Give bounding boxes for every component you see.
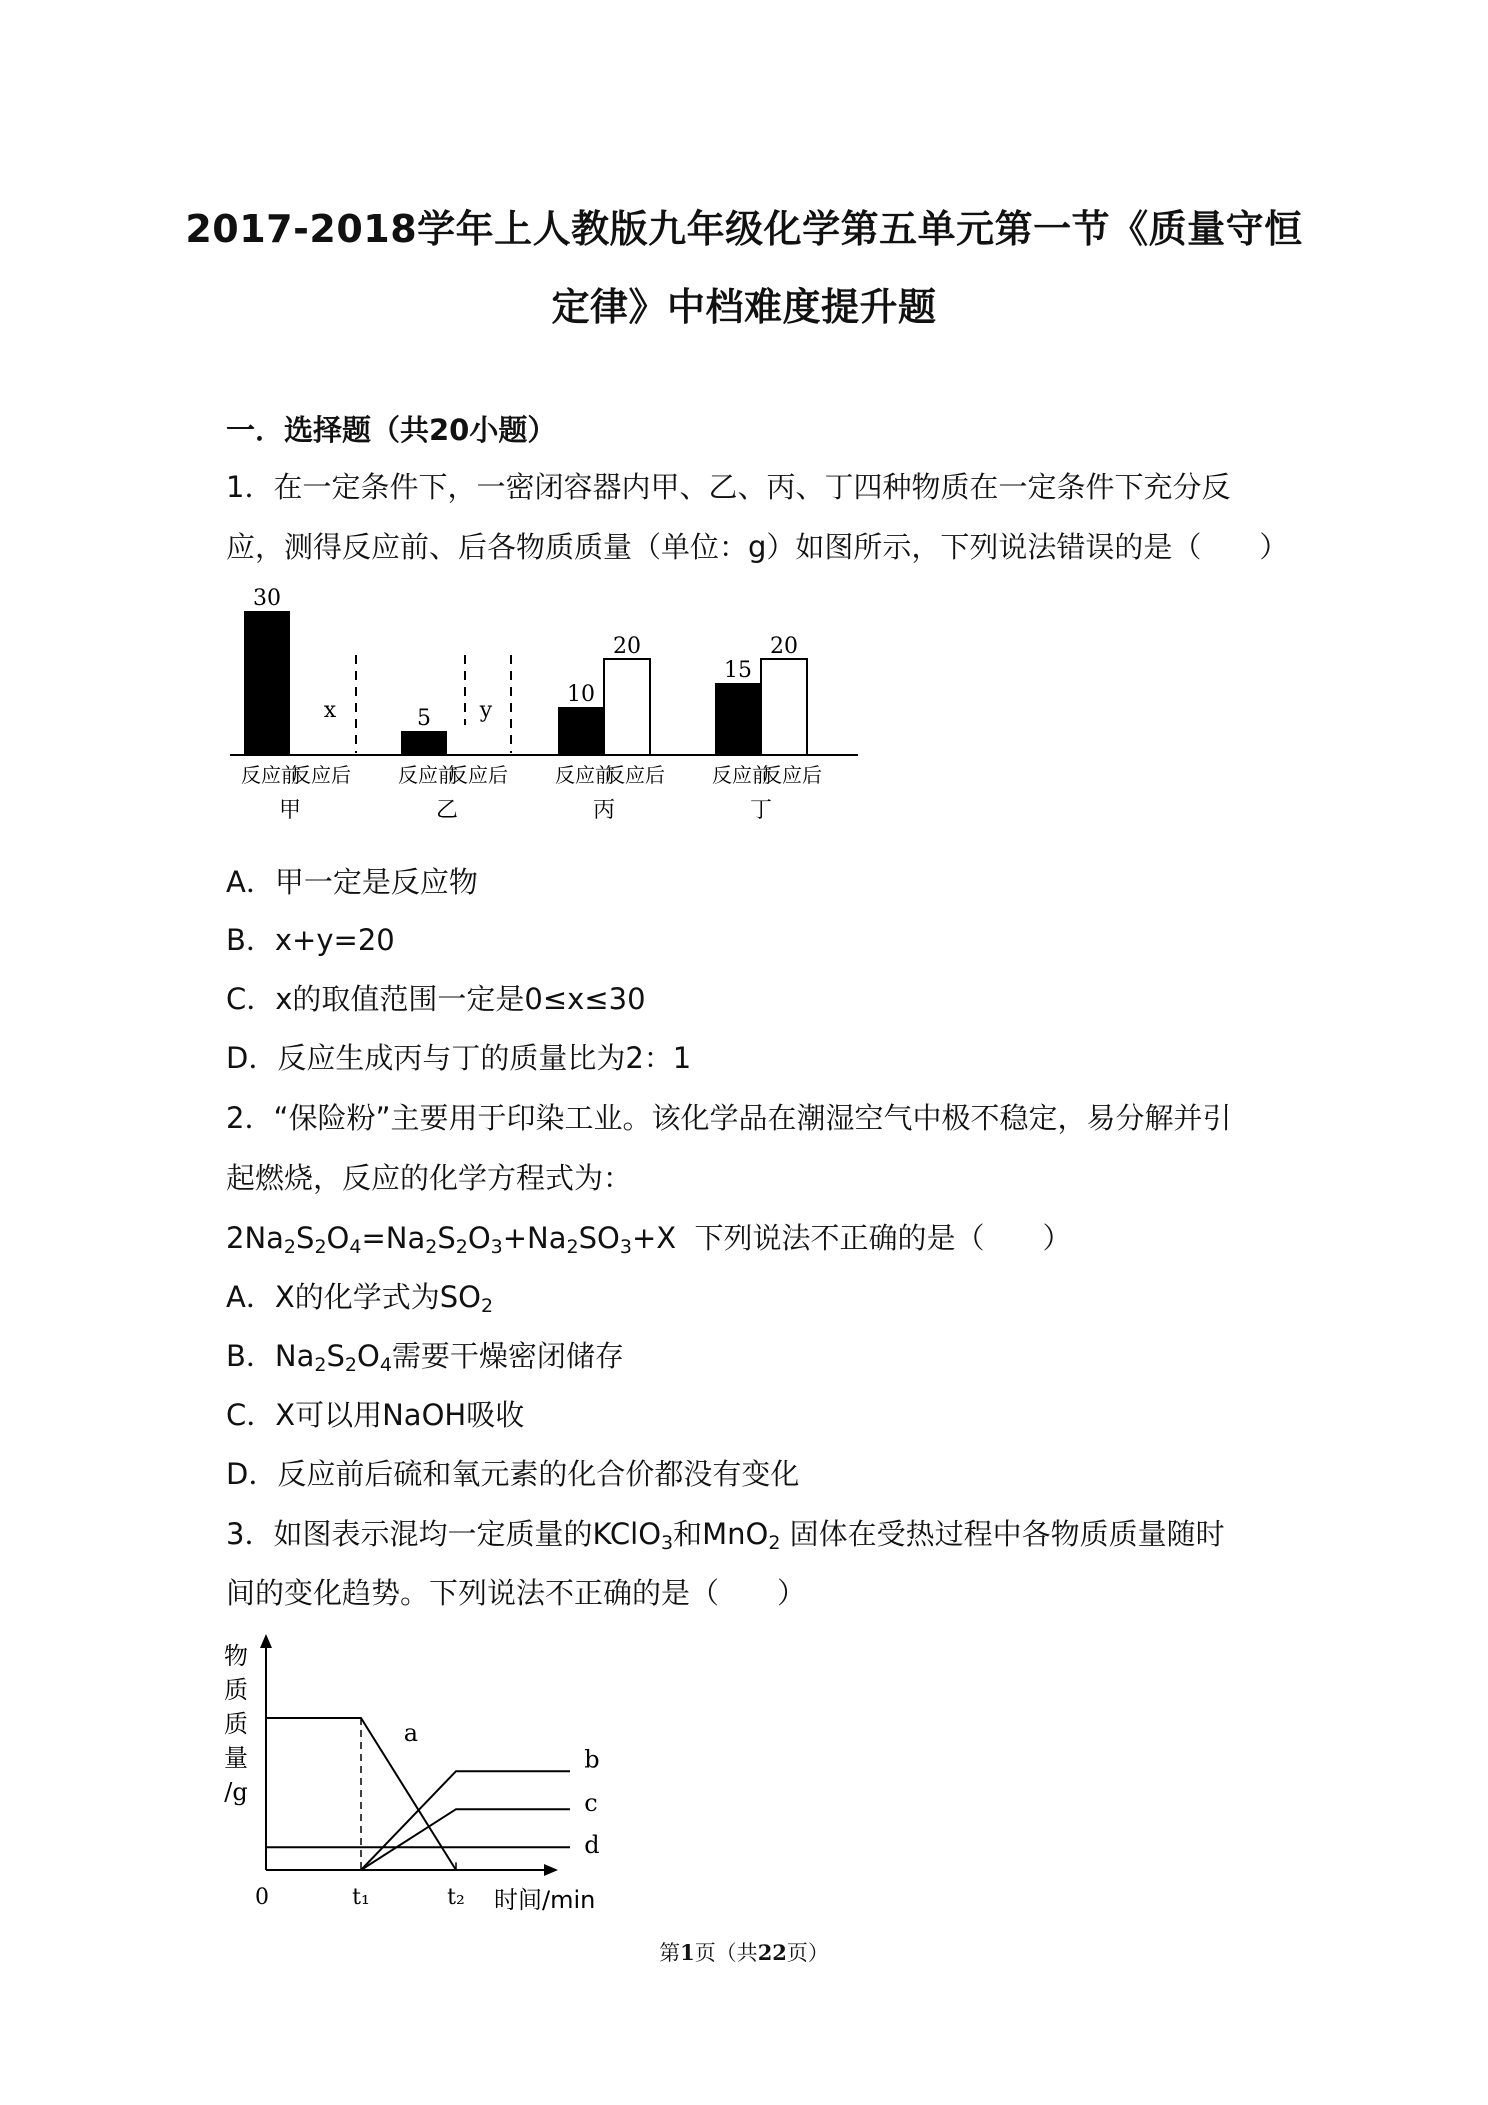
q2-stem-line2: 起燃烧，反应的化学方程式为： [226,1161,633,1195]
section-heading: 一．选择题（共20小题） [226,413,557,447]
q1-option-d: D．反应生成丙与丁的质量比为2：1 [226,1041,692,1075]
unknown-label: y [479,698,493,723]
series-label: a [403,1718,419,1747]
q1-option-b: B．x+y=20 [226,923,395,957]
bar-value-label: 5 [417,706,431,731]
bar-after [761,659,807,755]
category-label: 丙 [592,798,616,823]
bar-sub-label: 反应后 [291,763,351,787]
page-footer: 第1页（共22页） [659,1940,829,1965]
bar-sub-label: 反应前 [555,763,615,787]
y-axis-label: 质 [224,1676,248,1704]
q2-option-a: A．X的化学式为$SO_2$ [226,1280,494,1317]
bar-sub-label: 反应后 [448,763,508,787]
bar-value-label: 30 [253,586,281,611]
x-tick-label: t₂ [447,1885,465,1910]
series-line-b [361,1771,570,1870]
q2-option-d: D．反应前后硫和氧元素的化合价都没有变化 [226,1457,800,1491]
y-axis-label: /g [224,1778,248,1806]
category-label: 丁 [749,798,773,823]
series-label: c [584,1789,598,1818]
series-line-c [361,1809,570,1870]
unknown-label: x [323,698,337,723]
bar-before [244,611,290,755]
q2-equation: $2Na_2S_2O_4=Na_2S_2O_3+Na_2SO_3+X$ 下列说法不正确的是（ ） [226,1221,1072,1258]
bar-sub-label: 反应前 [712,763,772,787]
doc-title-line2: 定律》中档难度提升题 [551,285,937,329]
bar-sub-label: 反应后 [605,763,665,787]
q2-option-b: B．$Na_2S_2O_4$需要干燥密闭储存 [226,1339,624,1376]
q1-stem-line1: 1．在一定条件下，一密闭容器内甲、乙、丙、丁四种物质在一定条件下充分反 [226,470,1231,504]
x-axis-arrow [544,1864,558,1876]
x-axis-label: 时间/min [494,1886,596,1914]
q3-stem-line1: 3．如图表示混均一定质量的KClO$_3$和MnO$_2$ 固体在受热过程中各物质质量随时 [226,1517,1225,1554]
y-axis-label: 质 [224,1710,248,1738]
series-label: b [584,1745,600,1774]
bar-sub-label: 反应前 [398,763,458,787]
bar-value-label: 15 [724,658,752,683]
y-axis-arrow [260,1634,272,1648]
y-axis-label: 量 [224,1744,248,1772]
category-label: 甲 [278,798,302,823]
q2-option-c: C．X可以用NaOH吸收 [226,1398,525,1432]
q3-stem-line2: 间的变化趋势。下列说法不正确的是（ ） [226,1576,807,1610]
bar-value-label: 20 [770,634,798,659]
bar-after [604,659,650,755]
bar-value-label: 20 [613,634,641,659]
bar-sub-label: 反应后 [762,763,822,787]
q1-option-c: C．x的取值范围一定是0≤x≤30 [226,982,646,1016]
bar-chart [226,580,866,840]
q1-stem-line2: 应，测得反应前、后各物质质量（单位：g）如图所示，下列说法错误的是（ ） [226,530,1289,564]
x-tick-label: 0 [255,1885,269,1910]
line-chart [220,1630,600,1920]
bar-before [715,683,761,755]
bar-value-label: 10 [567,682,595,707]
bar-before [401,731,447,755]
category-label: 乙 [435,798,459,823]
x-tick-label: t₁ [352,1885,370,1910]
q2-stem-line1: 2．“保险粉”主要用于印染工业。该化学品在潮湿空气中极不稳定，易分解并引 [226,1101,1232,1135]
doc-title-line1: 2017-2018学年上人教版九年级化学第五单元第一节《质量守恒 [185,207,1303,251]
q1-option-a: A．甲一定是反应物 [226,865,478,899]
bar-sub-label: 反应前 [241,763,301,787]
y-axis-label: 物 [224,1642,248,1670]
bar-before [558,707,604,755]
series-label: d [584,1830,600,1859]
